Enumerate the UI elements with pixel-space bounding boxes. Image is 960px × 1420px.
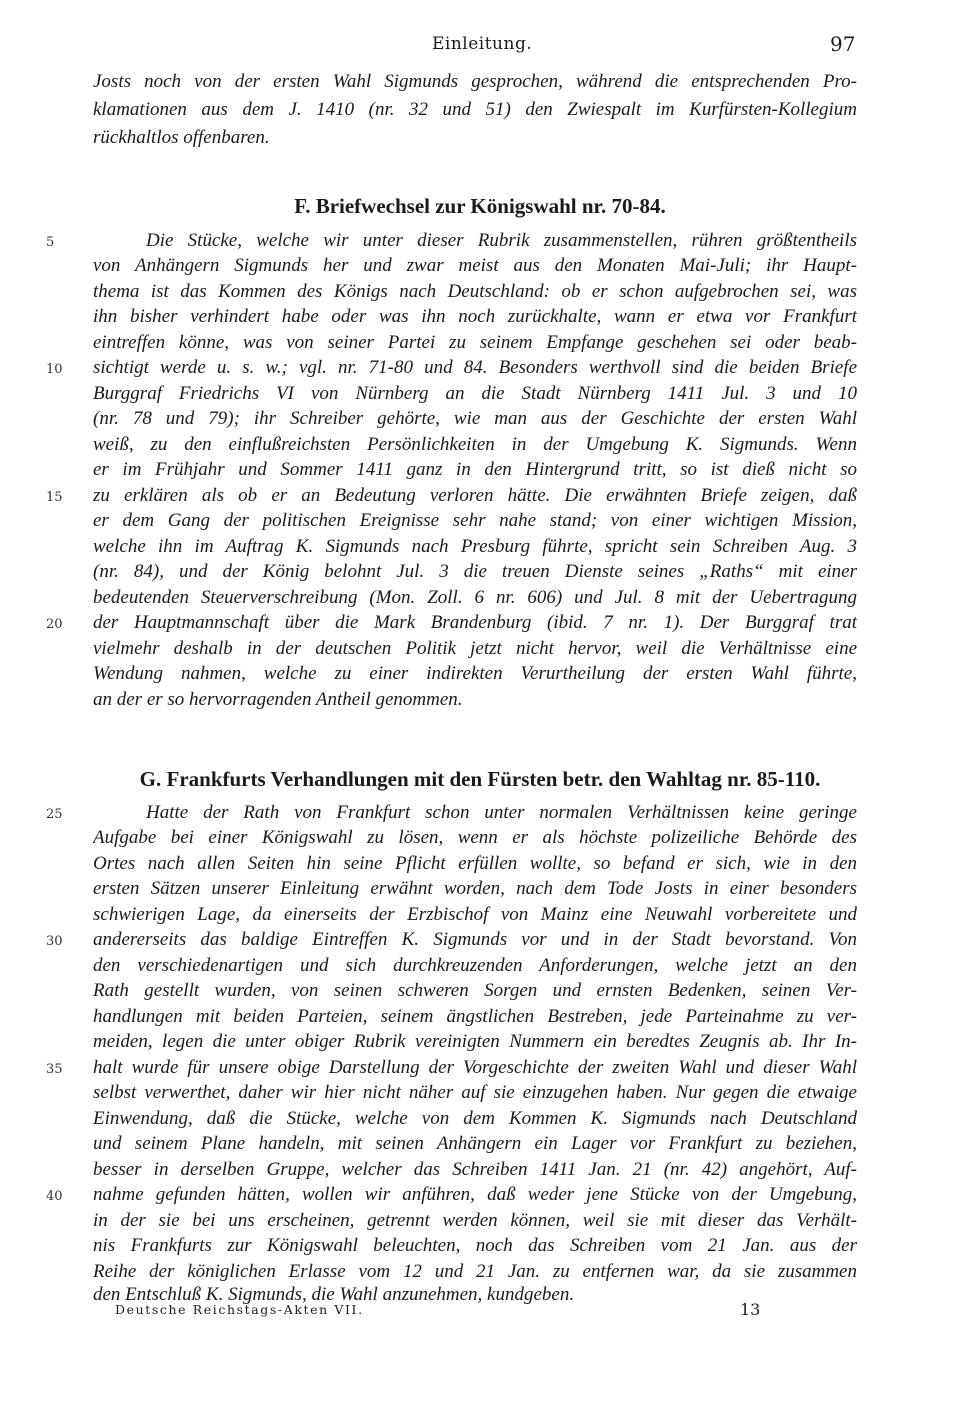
text-line: Josts noch von der ersten Wahl Sigmunds gesprochen, während die entsprechenden Pro- [93, 71, 857, 92]
text-line: vielmehr deshalb in der deutschen Politik jetzt nicht hervor, weil die Verhältnisse eine [93, 638, 857, 659]
text-line: nis Frankfurts zur Königswahl beleuchten, noch das Schreiben vom 21 Jan. aus der [93, 1235, 857, 1256]
text-line: handlungen mit beiden Parteien, seinem ängstlichen Bestreben, jede Parteinahme zu ver- [93, 1006, 857, 1027]
text-line: an der er so hervorragenden Antheil genommen. [93, 689, 463, 710]
line-number: 15 [46, 490, 63, 505]
text-line: schwierigen Lage, da einerseits der Erzbischof von Mainz eine Neuwahl vorbereitete und [93, 904, 857, 925]
line-number: 30 [46, 934, 63, 949]
text-line: rückhaltlos offenbaren. [93, 127, 270, 148]
text-line: halt wurde für unsere obige Darstellung der Vorgeschichte der zweiten Wahl und dieser Wahl [93, 1057, 857, 1078]
text-line: sichtigt werde u. s. w.; vgl. nr. 71-80 und 84. Besonders werthvoll sind die beiden Briefe [93, 357, 857, 378]
text-line: (nr. 84), und der König belohnt Jul. 3 die treuen Dienste seines „Raths“ mit einer [93, 561, 857, 582]
text-line: Reihe der königlichen Erlasse vom 12 und 21 Jan. zu entfernen war, da sie zusammen [93, 1261, 857, 1282]
text-line: den verschiedenartigen und sich durchkreuzenden Anforderungen, welche jetzt an den [93, 955, 857, 976]
text-line: der Hauptmannschaft über die Mark Brandenburg (ibid. 7 nr. 1). Der Burggraf trat [93, 612, 857, 633]
line-number: 20 [46, 617, 63, 632]
text-line: er im Frühjahr und Sommer 1411 ganz in den Hintergrund tritt, so ist dieß nicht so [93, 459, 857, 480]
text-line: Einwendung, daß die Stücke, welche von dem Kommen K. Sigmunds nach Deutschland [93, 1108, 857, 1129]
text-line: besser in derselben Gruppe, welcher das Schreiben 1411 Jan. 21 (nr. 42) angehört, Auf- [93, 1159, 857, 1180]
text-line: Wendung nahmen, welche zu einer indirekten Verurtheilung der ersten Wahl führte, [93, 663, 857, 684]
section-heading-f: F. Briefwechsel zur Königswahl nr. 70-84. [294, 194, 666, 218]
page-number: 97 [830, 32, 856, 56]
text-line: thema ist das Kommen des Königs nach Deutschland: ob er schon aufgebrochen sei, was [93, 281, 857, 302]
text-line: ihn bisher verhindert habe oder was ihn noch zurückhalte, wann er etwa vor Frankfurt [93, 306, 857, 327]
text-line: Burggraf Friedrichs VI von Nürnberg an die Stadt Nürnberg 1411 Jul. 3 und 10 [93, 383, 857, 404]
text-line: eintreffen könne, was von seiner Partei zu seinem Empfange geschehen sei oder beab- [93, 332, 857, 353]
footer-title: Deutsche Reichstags-Akten VII. [115, 1302, 364, 1317]
text-line: ersten Sätzen unserer Einleitung erwähnt worden, nach dem Tode Josts in einer besonders [93, 878, 857, 899]
text-line: (nr. 78 und 79); ihr Schreiber gehörte, wie man aus der Geschichte der ersten Wahl [93, 408, 857, 429]
text-line: meiden, legen die unter obiger Rubrik vereinigten Nummern ein beredtes Zeugnis ab. Ihr In- [93, 1031, 857, 1052]
running-head [0, 32, 960, 56]
text-line: nahme gefunden hätten, wollen wir anführen, daß weder jene Stücke von der Umgebung, [93, 1184, 857, 1205]
text-line: Rath gestellt wurden, von seinen schweren Sorgen und ernsten Bedenken, seinen Ver- [93, 980, 857, 1001]
line-number: 40 [46, 1189, 63, 1204]
section-heading-g: G. Frankfurts Verhandlungen mit den Fürsten betr. den Wahltag nr. 85-110. [139, 767, 821, 791]
text-line: selbst verwerthet, daher wir hier nicht näher auf sie einzugehen haben. Nur gegen die etwaige [93, 1082, 857, 1103]
signature-mark: 13 [740, 1300, 761, 1319]
text-line: zu erklären als ob er an Bedeutung verloren hätte. Die erwähnten Briefe zeigen, daß [93, 485, 857, 506]
text-line: er dem Gang der politischen Ereignisse sehr nahe stand; von einer wichtigen Mission, [93, 510, 857, 531]
text-line: Aufgabe bei einer Königswahl zu lösen, wenn er als höchste polizeiliche Behörde des [93, 827, 857, 848]
line-number: 5 [46, 235, 55, 250]
text-line: und seinem Plane handeln, mit seinen Anhängern ein Lager vor Frankfurt zu beziehen, [93, 1133, 857, 1154]
text-line: klamationen aus dem J. 1410 (nr. 32 und 51) den Zwiespalt im Kurfürsten-Kollegium [93, 99, 857, 120]
text-line: den Entschluß K. Sigmunds, die Wahl anzunehmen, kundgeben. [93, 1284, 575, 1305]
line-number: 25 [46, 807, 63, 822]
text-line: bedeutenden Steuerverschreibung (Mon. Zoll. 6 nr. 606) und Jul. 8 mit der Uebertragung [93, 587, 857, 608]
text-line: in der sie bei uns erscheinen, getrennt werden können, weil sie mit dieser das Verhält- [93, 1210, 857, 1231]
line-number: 35 [46, 1062, 63, 1077]
text-line: von Anhängern Sigmunds her und zwar meist aus den Monaten Mai-Juli; ihr Haupt- [93, 255, 857, 276]
text-line: weiß, zu den einflußreichsten Persönlichkeiten in der Umgebung K. Sigmunds. Wenn [93, 434, 857, 455]
text-line: andererseits das baldige Eintreffen K. Sigmunds vor und in der Stadt bevorstand. Von [93, 929, 857, 950]
text-line: welche ihn im Auftrag K. Sigmunds nach Presburg führte, spricht sein Schreiben Aug. 3 [93, 536, 857, 557]
text-line: Ortes nach allen Seiten hin seine Pflicht erfüllen wollte, so befand er sich, wie in den [93, 853, 857, 874]
text-line: Die Stücke, welche wir unter dieser Rubrik zusammenstellen, rühren größtentheils [146, 230, 857, 251]
text-line: Hatte der Rath von Frankfurt schon unter normalen Verhältnissen keine geringe [146, 802, 857, 823]
line-number: 10 [46, 362, 63, 377]
running-head-title: Einleitung. [432, 34, 533, 54]
